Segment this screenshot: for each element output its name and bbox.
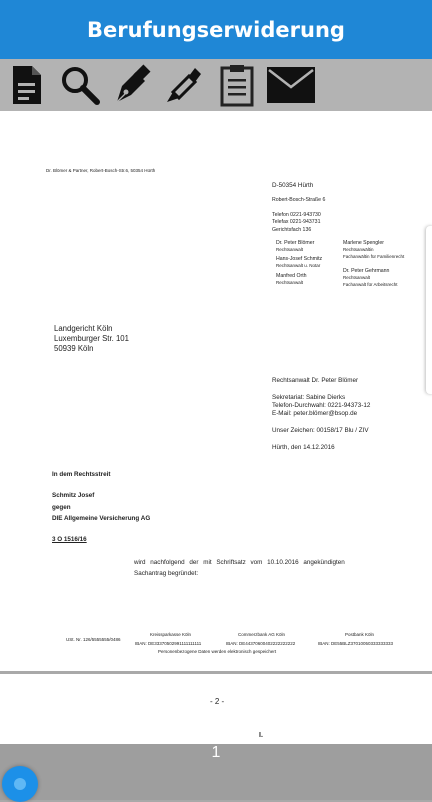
recipient-line: Luxemburger Str. 101	[54, 334, 129, 343]
document-page-1	[0, 111, 432, 671]
firm-phone: Telefon 0221-943730	[272, 212, 321, 218]
app-title-bar	[0, 0, 432, 59]
envelope-icon[interactable]	[265, 63, 317, 107]
lawyer-role: Rechtsanwalt	[276, 280, 304, 285]
pen-icon[interactable]	[110, 63, 154, 107]
plaintiff-name: Schmitz Josef	[52, 492, 95, 499]
lawyer-role: Rechtsanwältin	[343, 247, 374, 252]
bank-name: Commerzbank AG Köln	[238, 632, 286, 637]
lawyer-role: Rechtsanwalt u. Notar	[276, 263, 321, 268]
page-marker: - 2 -	[210, 697, 225, 706]
letter-date: Hürth, den 14.12.2016	[272, 444, 335, 451]
lawyer-name: Hans-Josef Schmitz	[276, 256, 323, 262]
floating-action-button[interactable]	[2, 766, 38, 802]
document-icon[interactable]	[9, 63, 45, 107]
bank-name: Kreissparkasse Köln	[150, 632, 192, 637]
recipient-line: Landgericht Köln	[54, 324, 113, 333]
body-text: Sachantrag begründet:	[134, 570, 199, 577]
current-page-number: 1	[211, 744, 221, 761]
contact-lawyer: Rechtsanwalt Dr. Peter Blömer	[272, 377, 359, 384]
firm-street: Robert-Bosch-Straße 6	[272, 197, 326, 203]
highlighter-icon[interactable]	[162, 63, 206, 107]
reference-number: Unser Zeichen: 00158/17 Blu / ZIV	[272, 427, 369, 434]
lawyer-name: Dr. Peter Blömer	[276, 240, 315, 246]
lawyer-specialty: Fachanwalt für Arbeitsrecht	[343, 282, 398, 287]
bank-name: Postbank Köln	[345, 632, 375, 637]
search-icon[interactable]	[58, 63, 102, 107]
toolbar	[0, 59, 432, 111]
case-heading: In dem Rechtsstreit	[52, 471, 111, 478]
lawyer-name: Marlene Spengler	[343, 240, 384, 246]
recipient-line: 50939 Köln	[54, 344, 94, 353]
bank-iban: IBAN: DE33370502991111111111	[135, 641, 202, 646]
contact-secretariat: Sekretariat: Sabine Dierks	[272, 394, 346, 401]
bank-iban: IBAN: DE44370600402222222222	[226, 641, 296, 646]
lawyer-specialty: Fachanwältin für Familienrecht	[343, 254, 405, 259]
page-title: Berufungserwiderung	[87, 17, 345, 42]
contact-email: E-Mail: peter.blömer@bsop.de	[272, 410, 358, 417]
versus-label: gegen	[52, 504, 71, 511]
lawyer-role: Rechtsanwalt	[276, 247, 304, 252]
case-number: 3 O 1516/16	[52, 536, 87, 543]
clipboard-icon[interactable]	[217, 63, 257, 107]
bank-iban: IBAN: DE55BLZ37010050333333333	[318, 641, 394, 646]
firm-city: D-50354 Hürth	[272, 182, 314, 189]
section-numeral: I.	[259, 732, 263, 739]
body-text: wird nachfolgend der mit Schriftsatz vom 10.10.2016 angekündigten	[134, 559, 345, 566]
page-indicator-bar	[0, 744, 432, 800]
side-scroll-handle[interactable]	[426, 226, 432, 394]
lawyer-name: Manfred Orth	[276, 273, 307, 279]
lawyer-name: Dr. Peter Gehrmann	[343, 268, 390, 274]
contact-direct-phone: Telefon-Durchwahl: 0221-94373-12	[272, 402, 371, 409]
document-page-2	[0, 674, 432, 744]
firm-court-box: Gerichtsfach 136	[272, 227, 312, 233]
sender-line: Dr. Blömer & Partner, Robert-Bosch-Str.6, 50354 Hürth	[46, 168, 156, 173]
lawyer-role: Rechtsanwalt	[343, 275, 371, 280]
privacy-note: Personenbezogene Daten werden elektronisch gespeichert	[158, 649, 277, 654]
defendant-name: DIE Allgemeine Versicherung AG	[52, 515, 151, 522]
tax-number: USt. Nr. 126/5555555/0486	[66, 637, 121, 642]
firm-fax: Telefax 0221-943731	[272, 219, 321, 225]
